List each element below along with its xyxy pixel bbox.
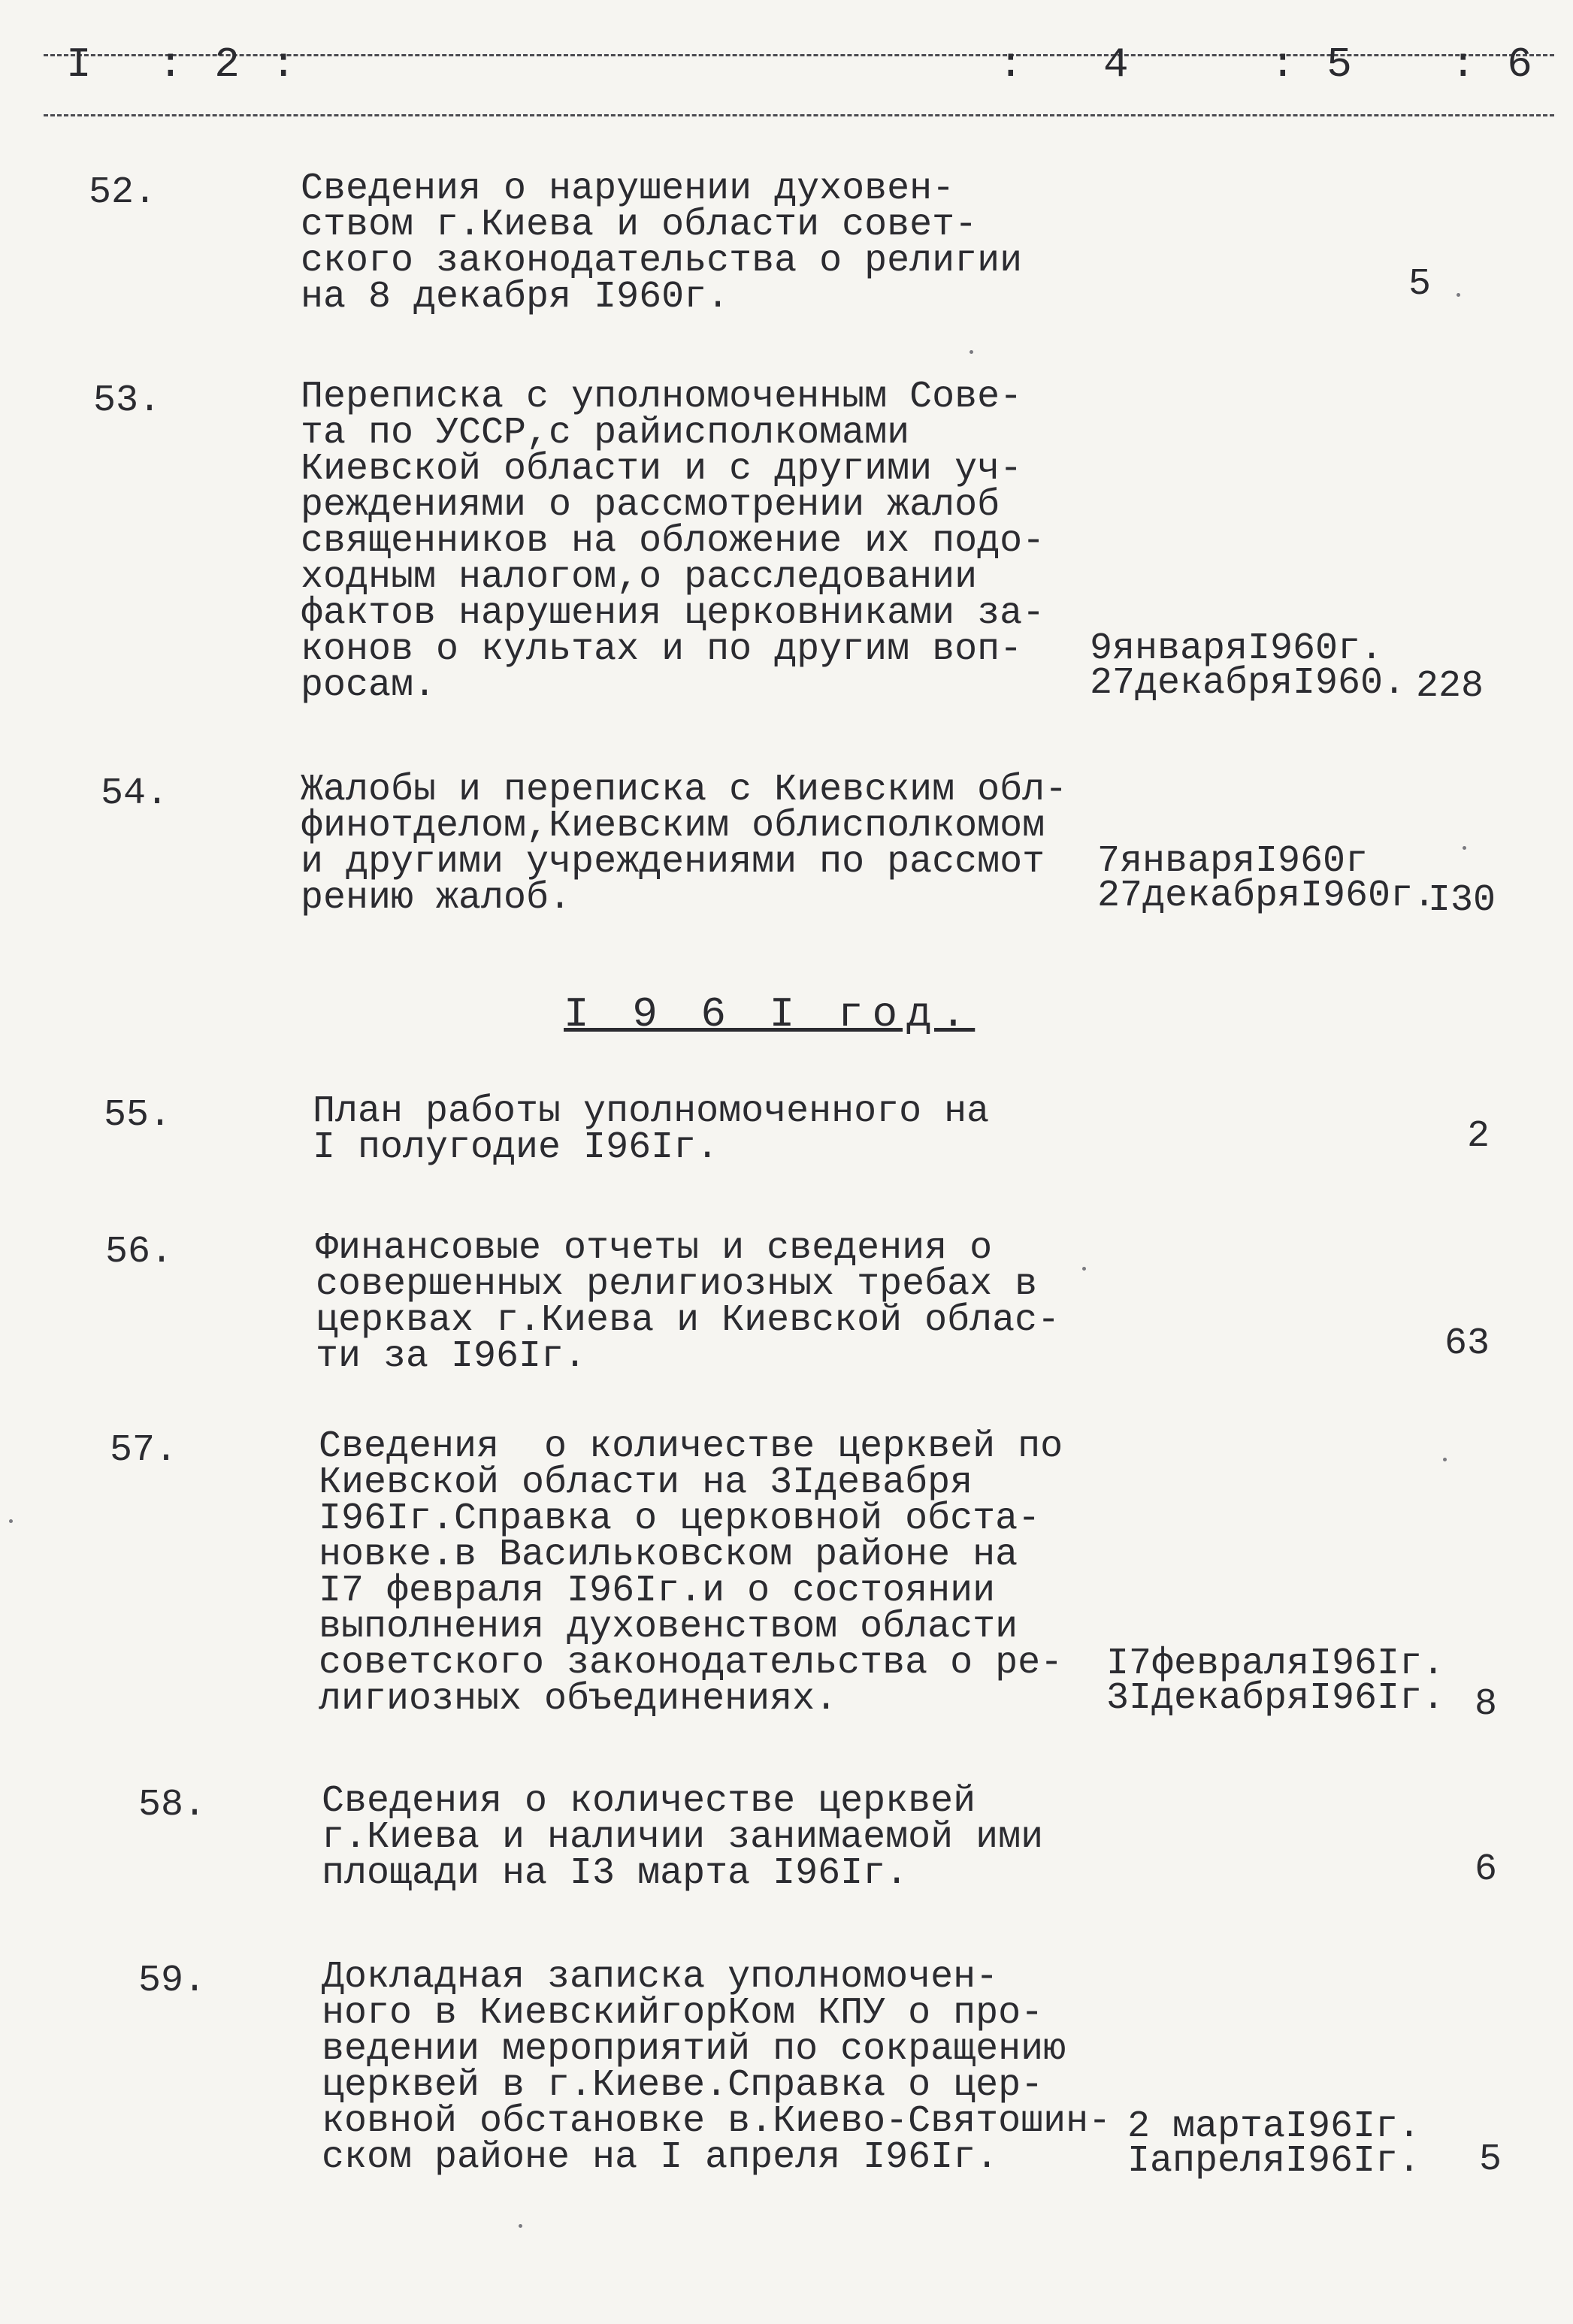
entry-description bbox=[301, 168, 1112, 319]
scan-speck bbox=[9, 1519, 13, 1523]
column-header-2: : 2 : bbox=[158, 41, 300, 89]
scan-speck bbox=[1443, 1458, 1447, 1461]
column-header-5: : 5 bbox=[1270, 41, 1355, 89]
entry-number: 52. bbox=[89, 171, 157, 214]
description-line: площади на I3 марта I96Iг. bbox=[322, 1852, 909, 1895]
description-line: новке.в Васильковском районе на bbox=[319, 1534, 1018, 1576]
header-rule-bottom bbox=[44, 114, 1554, 116]
entry-number: 55. bbox=[104, 1094, 172, 1137]
entry-number: 57. bbox=[110, 1429, 178, 1472]
column-header-6: : 6 bbox=[1450, 41, 1535, 89]
description-line: I96Iг.Справка о церковной обста- bbox=[319, 1497, 1041, 1540]
description-line: Киевской области на 3Iдевабря bbox=[319, 1461, 973, 1504]
entry-description bbox=[322, 1956, 1133, 2179]
description-line: конов о культах и по другим воп- bbox=[301, 628, 1023, 671]
entry-number: 59. bbox=[138, 1960, 207, 2002]
description-line: лигиозных объединениях. bbox=[319, 1678, 838, 1721]
start-date: 7январяI960г bbox=[1097, 840, 1369, 883]
entry-description bbox=[316, 1227, 1127, 1378]
scan-speck bbox=[1082, 1267, 1086, 1271]
entry-description bbox=[301, 376, 1112, 707]
description-line: Сведения о количестве церквей bbox=[322, 1780, 976, 1823]
end-date: 27декабряI960. bbox=[1090, 662, 1406, 705]
sheet-count: 228 bbox=[1416, 665, 1484, 708]
description-line: церквах г.Киева и Киевской облас- bbox=[316, 1299, 1060, 1342]
start-date: 2 мартаI96Iг. bbox=[1127, 2105, 1421, 2148]
description-line: ти за I96Iг. bbox=[316, 1335, 587, 1378]
description-line: ходным налогом,о расследовании bbox=[301, 556, 978, 599]
entry-description bbox=[322, 1780, 1133, 1895]
description-line: ском районе на I апреля I96Iг. bbox=[322, 2136, 999, 2179]
end-date: 27декабряI960г. bbox=[1097, 875, 1436, 917]
description-line: Сведения о нарушении духовен- bbox=[301, 168, 955, 210]
description-line: г.Киева и наличии занимаемой ими bbox=[322, 1816, 1044, 1859]
description-line: Финансовые отчеты и сведения о bbox=[316, 1227, 993, 1270]
description-line: Переписка с уполномоченным Сове- bbox=[301, 376, 1023, 419]
description-line: фактов нарушения церковниками за- bbox=[301, 592, 1045, 635]
sheet-count: 5 bbox=[1479, 2138, 1502, 2181]
description-line: ковной обстановке в.Киево-Святошин- bbox=[322, 2100, 1112, 2143]
description-line: совершенных религиозных требах в bbox=[316, 1263, 1038, 1306]
description-line: реждениями о рассмотрении жалоб bbox=[301, 484, 1000, 527]
entry-dates bbox=[1106, 1643, 1445, 1720]
description-line: Киевской области и с другими уч- bbox=[301, 448, 1023, 491]
entry-number: 54. bbox=[101, 772, 169, 815]
entry-dates bbox=[1127, 2105, 1421, 2183]
entry-dates bbox=[1097, 840, 1436, 917]
start-date: I7февраляI96Iг. bbox=[1106, 1643, 1445, 1685]
description-line: ством г.Киева и области совет- bbox=[301, 204, 978, 246]
column-header-3: : bbox=[998, 41, 1027, 89]
description-line: та по УССР,с райисполкомами bbox=[301, 412, 910, 455]
description-line: I полугодие I96Iг. bbox=[313, 1126, 719, 1169]
description-line: ского законодательства о религии bbox=[301, 240, 1023, 283]
description-line: ведении мероприятий по сокращению bbox=[322, 2028, 1066, 2071]
description-line: и другими учреждениями по рассмот bbox=[301, 841, 1045, 884]
entry-description bbox=[313, 1090, 1124, 1169]
sheet-count: I30 bbox=[1428, 879, 1496, 922]
start-date: 9январяI960г. bbox=[1090, 627, 1384, 670]
scan-speck bbox=[1457, 293, 1460, 297]
description-line: на 8 декабря I960г. bbox=[301, 276, 730, 319]
description-line: ного в КиевскийгорКом КПУ о про- bbox=[322, 1992, 1044, 2035]
column-header-1: I bbox=[66, 41, 95, 89]
scan-speck bbox=[1463, 846, 1466, 850]
entry-dates bbox=[1090, 627, 1406, 705]
sheet-count: 63 bbox=[1444, 1322, 1490, 1365]
sheet-count: 2 bbox=[1467, 1115, 1490, 1158]
description-line: рению жалоб. bbox=[301, 877, 572, 920]
sheet-count: 6 bbox=[1475, 1848, 1498, 1891]
entry-description bbox=[301, 769, 1112, 920]
sheet-count: 8 bbox=[1475, 1683, 1498, 1726]
year-heading: I 9 6 I год. bbox=[564, 990, 976, 1038]
description-line: I7 февраля I96Iг.и о состоянии bbox=[319, 1570, 996, 1612]
scan-speck bbox=[970, 350, 973, 354]
entry-number: 53. bbox=[93, 379, 162, 422]
end-date: 3IдекабряI96Iг. bbox=[1106, 1677, 1445, 1720]
end-date: IапреляI96Iг. bbox=[1127, 2140, 1421, 2183]
description-line: Докладная записка уполномочен- bbox=[322, 1956, 999, 1999]
description-line: финотделом,Киевским облисполкомом bbox=[301, 805, 1045, 848]
description-line: выполнения духовенством области bbox=[319, 1606, 1018, 1649]
entry-number: 58. bbox=[138, 1784, 207, 1827]
entry-description bbox=[319, 1425, 1130, 1721]
description-line: церквей в г.Киеве.Справка о цер- bbox=[322, 2064, 1044, 2107]
description-line: План работы уполномоченного на bbox=[313, 1090, 990, 1133]
entry-number: 56. bbox=[105, 1231, 174, 1274]
sheet-count: 5 bbox=[1408, 263, 1432, 306]
description-line: Сведения о количестве церквей по bbox=[319, 1425, 1063, 1468]
column-header-4: 4 bbox=[1103, 41, 1132, 89]
description-line: росам. bbox=[301, 664, 437, 707]
description-line: советского законодательства о ре- bbox=[319, 1642, 1063, 1685]
description-line: священников на обложение их подо- bbox=[301, 520, 1045, 563]
scan-speck bbox=[519, 2224, 522, 2228]
description-line: Жалобы и переписка с Киевским обл- bbox=[301, 769, 1068, 811]
